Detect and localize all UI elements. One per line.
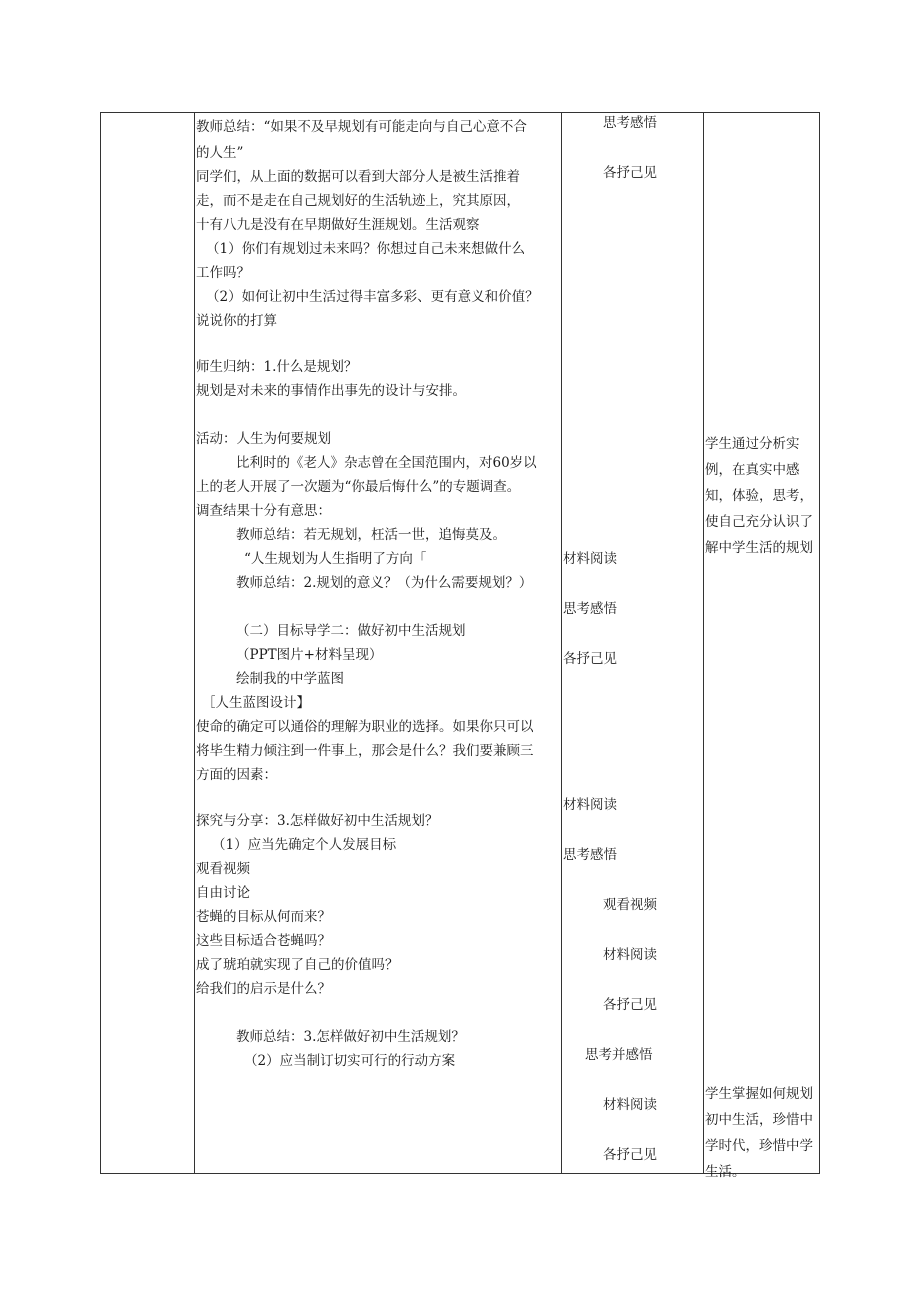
student-activity-label: 各抒己见	[563, 651, 617, 667]
student-activity-label: 思考感悟	[563, 847, 617, 863]
student-activity-column	[563, 113, 701, 1173]
design-intent-text: 学生掌握如何规划初中生活，珍惜中学时代，珍惜中学生活。	[705, 1086, 813, 1180]
teacher-text-line: 说说你的打算	[196, 313, 277, 329]
teacher-text-line: 教师总结：2.规划的意义？（为什么需要规划？）	[236, 575, 533, 591]
student-activity-label: 思考并感悟	[585, 1047, 653, 1063]
column-divider-3	[703, 113, 704, 1173]
teacher-text-line: 探究与分享：3.怎样做好初中生活规划？	[196, 813, 439, 829]
teacher-text-line: 十有八九是没有在早期做好生涯规划。生活观察	[196, 217, 480, 233]
student-activity-label: 思考感悟	[603, 115, 657, 131]
teacher-text-line: （1）你们有规划过未来吗？你想过自己未来想做什么	[206, 241, 526, 257]
teacher-text-line: 的人生”	[196, 145, 244, 161]
teacher-text-line: 工作吗？	[196, 265, 250, 281]
column-1-empty	[101, 113, 194, 1173]
teacher-text-line: 活动：人生为何要规划	[196, 431, 331, 447]
student-activity-label: 观看视频	[603, 897, 657, 913]
teacher-text-line: 给我们的启示是什么？	[196, 981, 331, 997]
teacher-text-line: （PPT图片+材料呈现）	[236, 647, 383, 663]
teacher-text-line: 使命的确定可以通俗的理解为职业的选择。如果你只可以	[196, 719, 534, 735]
student-activity-label: 各抒己见	[603, 165, 657, 181]
student-activity-label: 各抒己见	[603, 997, 657, 1013]
student-activity-label: 材料阅读	[603, 947, 657, 963]
student-activity-label: 材料阅读	[563, 551, 617, 567]
teacher-text-line: （1）应当先确定个人发展目标	[212, 837, 397, 853]
teacher-text-line: 规划是对未来的事情作出事先的设计与安排。	[196, 383, 466, 399]
column-divider-2	[561, 113, 562, 1173]
teacher-text-line: （二）目标导学二：做好初中生活规划	[236, 623, 466, 639]
teacher-text-line: 将毕生精力倾注到一件事上，那会是什么？我们要兼顾三	[196, 743, 534, 759]
teacher-text-line: 走，而不是走在自己规划好的生活轨迹上，究其原因，	[196, 193, 520, 209]
teacher-text-line: 教师总结：若无规划，枉活一世，追悔莫及。	[236, 527, 506, 543]
column-divider-1	[194, 113, 195, 1173]
teacher-text-line: 绘制我的中学蓝图	[236, 671, 344, 687]
teacher-text-line: “人生规划为人生指明了方向「	[244, 551, 427, 567]
student-activity-label: 材料阅读	[603, 1097, 657, 1113]
teacher-text-line: 调查结果十分有意思：	[196, 503, 331, 519]
teacher-text-line: 上的老人开展了一次题为“你最后悔什么”的专题调查。	[196, 479, 521, 495]
teacher-text-line: 师生归纳：1.什么是规划？	[196, 359, 358, 375]
student-activity-label: 思考感悟	[563, 601, 617, 617]
teacher-text-line: （2）应当制订切实可行的行动方案	[244, 1053, 456, 1069]
teacher-text-line: 方面的因素：	[196, 767, 277, 783]
teacher-text-line: （2）如何让初中生活过得丰富多彩、更有意义和价值？	[206, 289, 539, 305]
student-activity-label: 材料阅读	[563, 797, 617, 813]
teacher-text-line: 苍蝇的目标从何而来？	[196, 909, 331, 925]
teacher-text-line: 教师总结：“如果不及早规划有可能走向与自己心意不合	[196, 119, 527, 135]
design-intent-column	[705, 113, 817, 1180]
teacher-text-line: 比利时的《老人》杂志曾在全国范围内，对60岁以	[236, 455, 537, 471]
teacher-text-line: 自由讨论	[196, 885, 250, 901]
teacher-text-line: 这些目标适合苍蝇吗？	[196, 933, 331, 949]
teacher-text-line: ［人生蓝图设计】	[202, 695, 310, 711]
lesson-table	[100, 112, 820, 1180]
teacher-activity-column	[196, 113, 560, 1173]
teacher-text-line: 同学们，从上面的数据可以看到大部分人是被生活推着	[196, 169, 520, 185]
student-activity-label: 各抒己见	[603, 1147, 657, 1163]
teacher-text-line: 教师总结：3.怎样做好初中生活规划？	[236, 1029, 465, 1045]
teacher-text-line: 成了琥珀就实现了自己的价值吗？	[196, 957, 399, 973]
design-intent-text: 学生通过分析实例，在真实中感知，体验，思考，使自己充分认识了解中学生活的规划	[705, 436, 813, 556]
teacher-text-line: 观看视频	[196, 861, 250, 877]
